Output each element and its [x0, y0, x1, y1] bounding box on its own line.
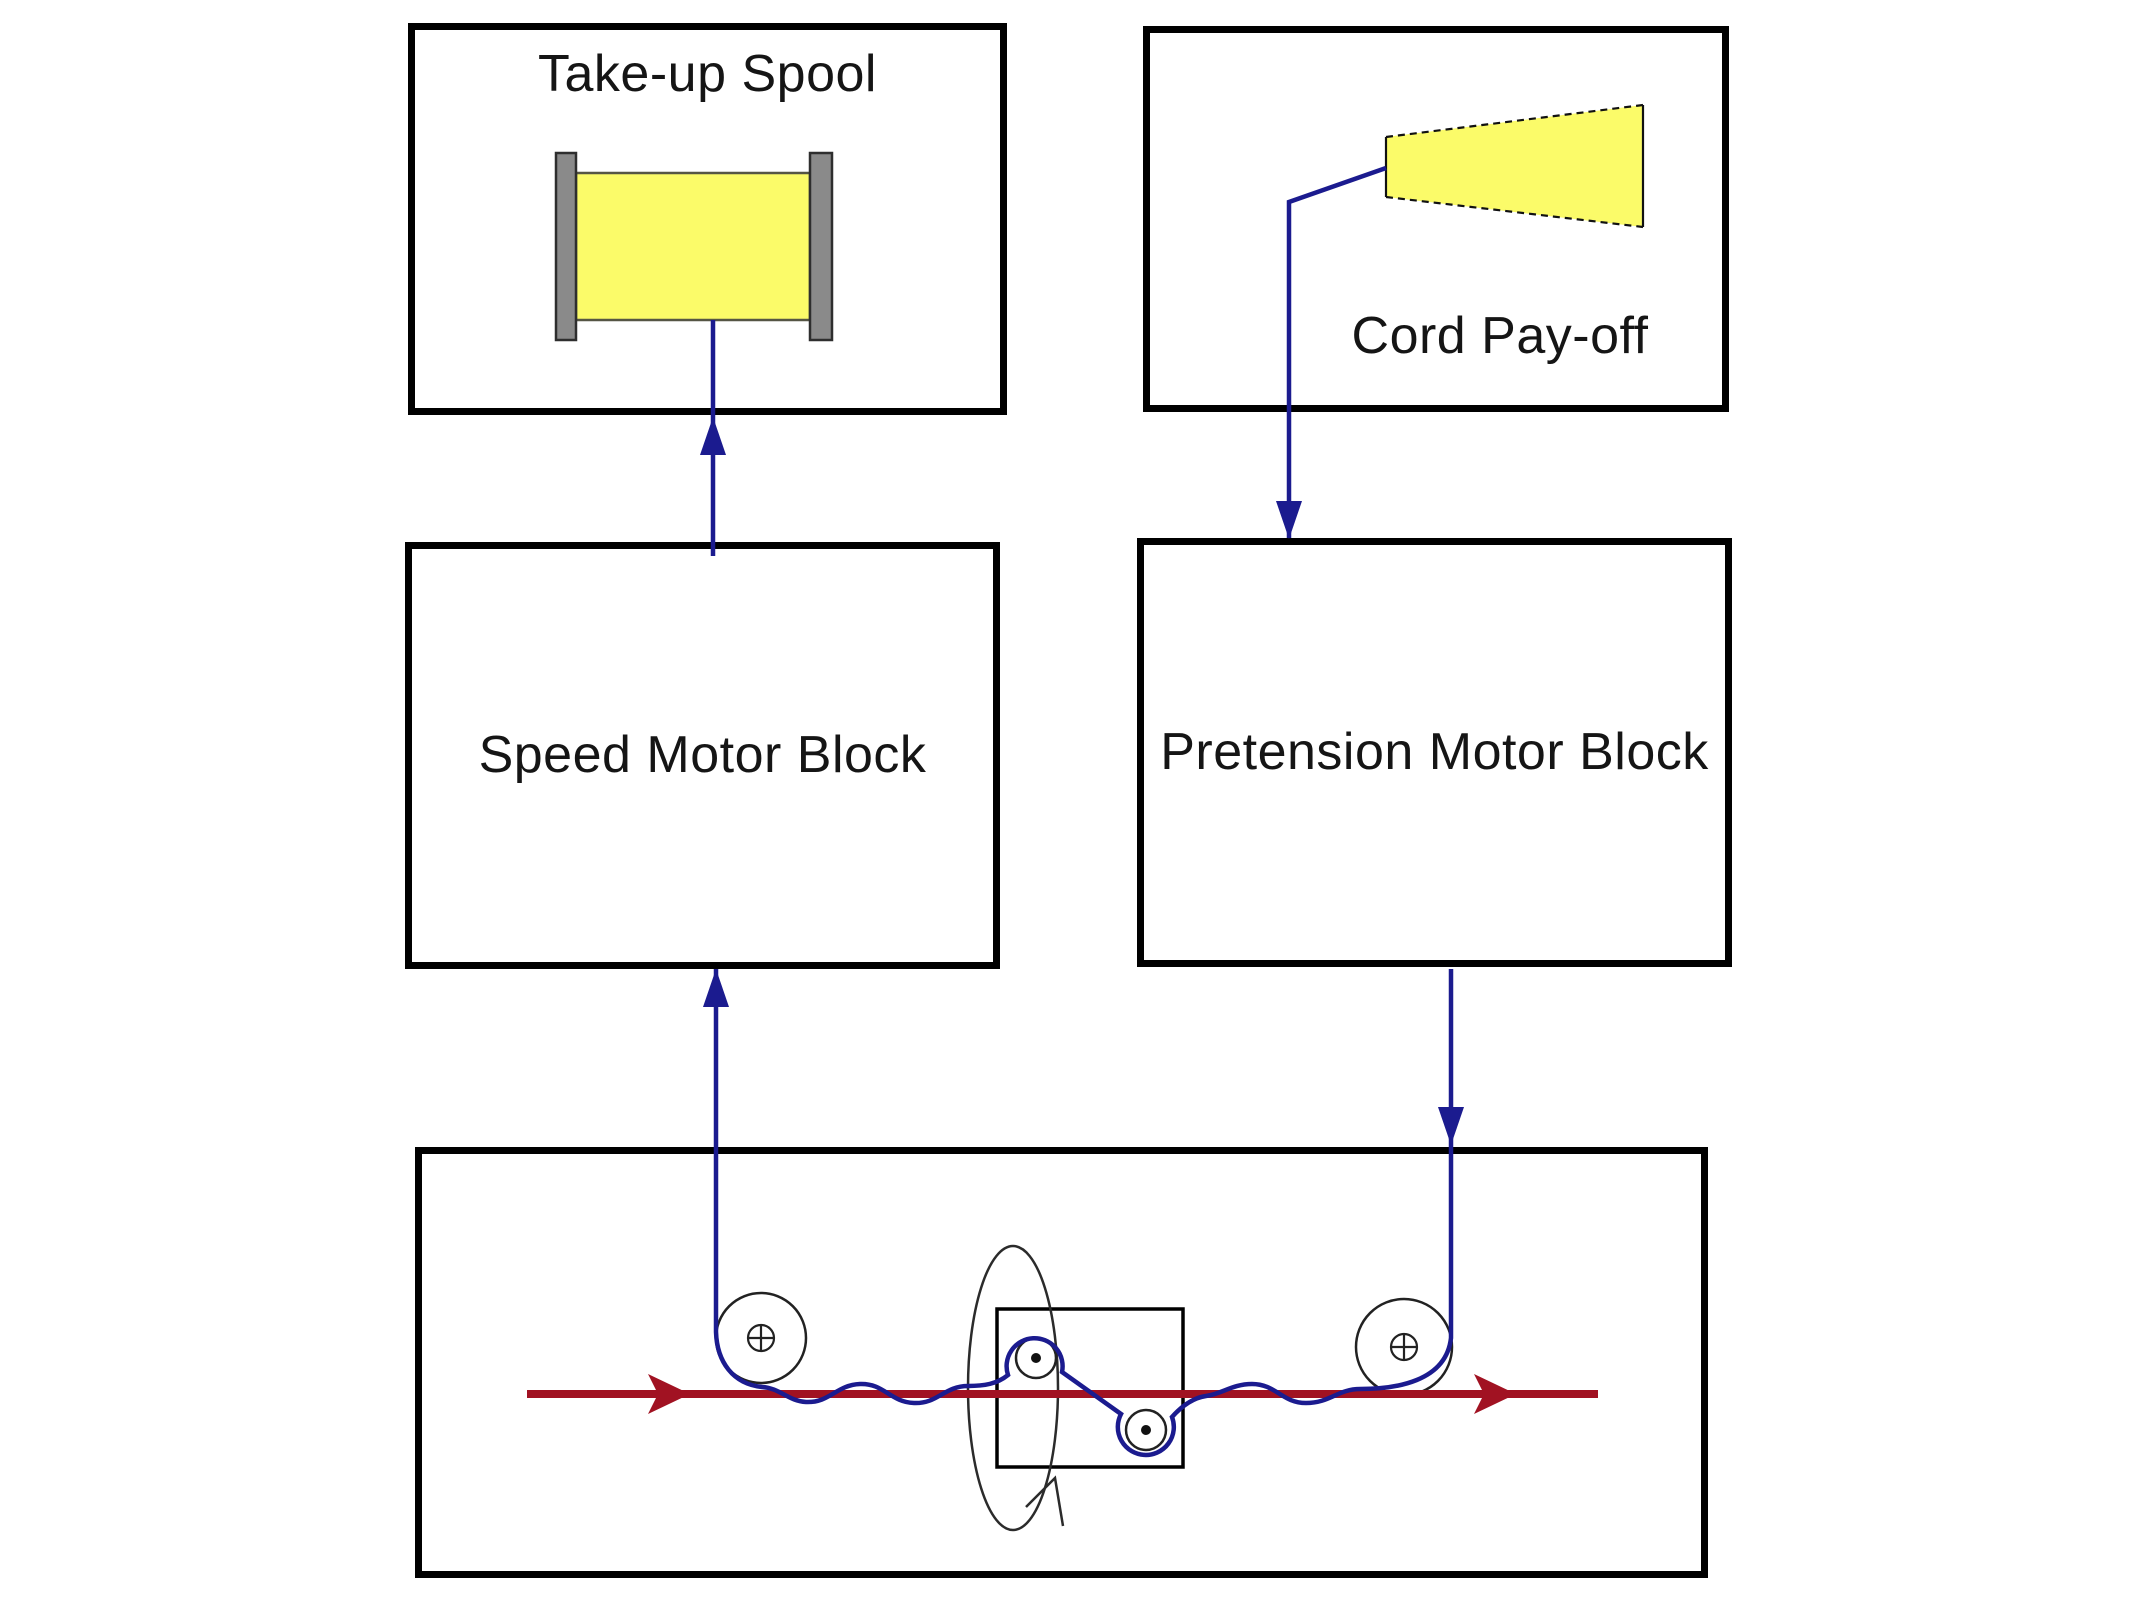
cord-pay-off-label: Cord Pay-off	[1351, 307, 1649, 365]
machine-box	[415, 1147, 1708, 1578]
up-arrowhead-icon	[700, 417, 726, 455]
down-arrowhead-icon	[1276, 501, 1302, 539]
down-arrowhead-icon	[1438, 1107, 1464, 1145]
speed-motor-block-label: Speed Motor Block	[478, 726, 927, 784]
pretension-motor-block-label: Pretension Motor Block	[1160, 723, 1709, 781]
take-up-spool-label: Take-up Spool	[538, 45, 877, 103]
up-arrowhead-icon	[703, 969, 729, 1007]
